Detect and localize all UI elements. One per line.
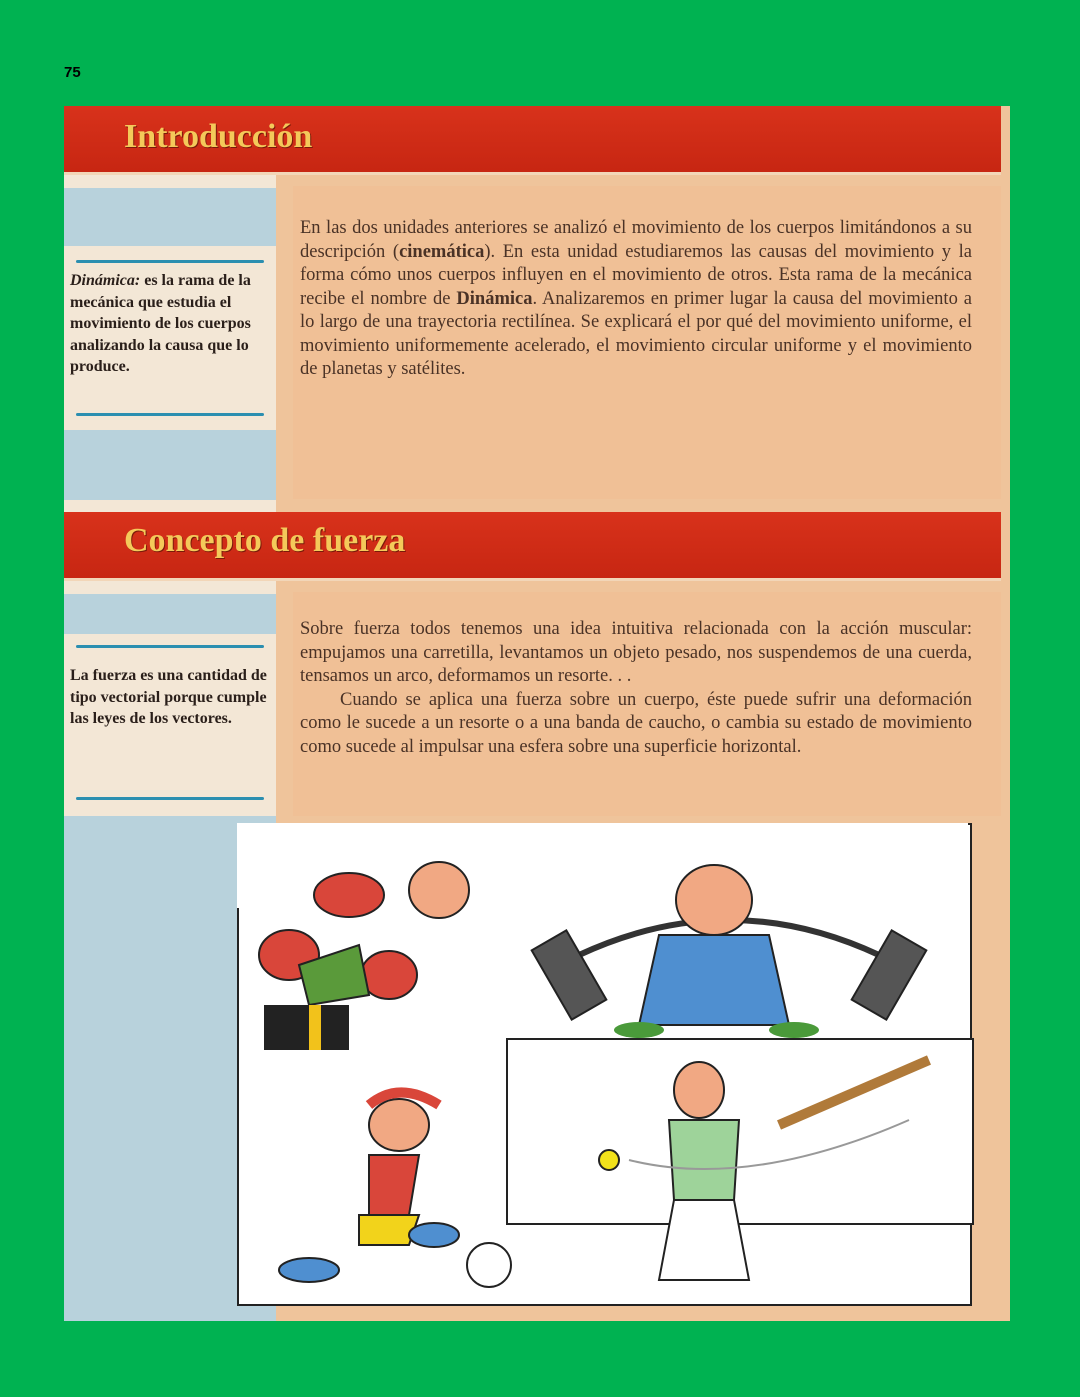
- textbook-page: [64, 106, 1010, 1321]
- sidebar-decor: [64, 188, 276, 246]
- soccer-illustration: [259, 1085, 519, 1300]
- text: En las dos unidades anteriores se analizó el movimiento de los cuerpos limitándonos a su descripción (: [300, 218, 972, 262]
- baseball-illustration: [549, 1050, 949, 1295]
- sidebar-definition: [70, 270, 270, 378]
- sidebar-note: La fuerza es una cantidad de tipo vectorial porque cumple las leyes de los vectores.: [70, 667, 267, 727]
- sidebar-rule: [76, 797, 264, 800]
- definition-text: es la rama de la mecánica que estudia el movimiento de los cuerpos analizando la causa que lo produce.: [70, 272, 251, 375]
- force-illustration: [237, 823, 972, 1306]
- section-title: Concepto de fuerza: [124, 522, 406, 559]
- bold-term: Dinámica: [456, 288, 533, 309]
- page-number: 75: [64, 64, 81, 81]
- text: . Analizaremos en primer lugar la causa del movimiento a lo largo de una trayectoria rectilínea. Se explicará el por qué del movimiento uniforme, el movimiento uniformemente acelerado, el movimiento circular uniforme y el movimiento de planetas y satélites.: [300, 288, 973, 379]
- section-title: Introducción: [124, 118, 313, 155]
- sidebar-decor: [64, 594, 276, 634]
- text: ). En esta unidad estudiaremos las causas del movimiento y la forma cómo unos cuerpos influyen en el movimiento de otros. Esta rama de la mecánica recibe el nombre de: [300, 241, 973, 309]
- intro-paragraph: [300, 217, 972, 382]
- bold-term: cinemática: [399, 241, 485, 262]
- section-header-concepto-de-fuerza: [64, 512, 1001, 581]
- boxing-illustration: [249, 845, 519, 1055]
- force-paragraphs: [300, 618, 972, 759]
- sidebar-rule: [76, 260, 264, 263]
- paragraph: Cuando se aplica una fuerza sobre un cuerpo, éste puede sufrir una deformación como le sucede a un resorte o a una banda de caucho, o cambia su estado de movimiento como sucede al impulsar una esfera sobre una superficie horizontal.: [300, 689, 972, 757]
- term: Dinámica:: [70, 272, 141, 289]
- sidebar-rule: [76, 413, 264, 416]
- paragraph: Sobre fuerza todos tenemos una idea intuitiva relacionada con la acción muscular: empujamos una carretilla, levantamos un objeto pesado, nos suspendemos de una cuerda, tensamos un arco, deformamos un resorte. . .: [300, 619, 972, 686]
- sidebar-decor: [64, 430, 276, 500]
- sidebar-rule: [76, 645, 264, 648]
- weightlifting-illustration: [519, 845, 939, 1045]
- section-header-introduccion: [64, 106, 1001, 175]
